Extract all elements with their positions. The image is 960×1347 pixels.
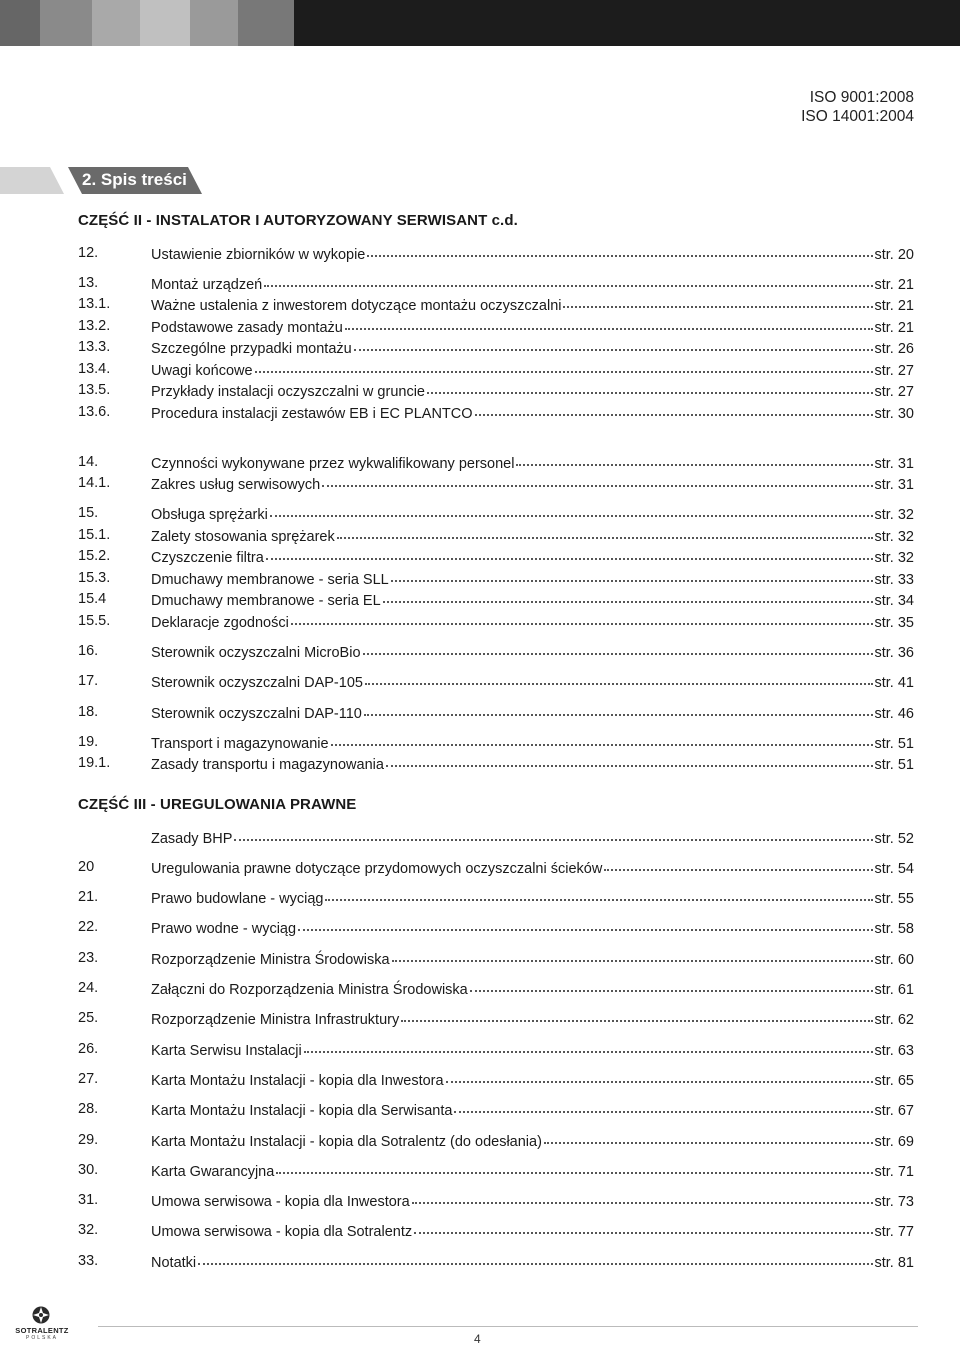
- toc-number: 15.4: [78, 591, 107, 607]
- toc-row: [78, 732, 914, 752]
- header-color-block: [190, 0, 238, 46]
- toc-title: Ważne ustalenia z inwestorem dotyczące montażu oczyszczalni: [151, 298, 562, 314]
- toc-page-ref: str. 21: [874, 320, 914, 336]
- toc-number: 13.: [78, 275, 99, 291]
- toc-number: 15.5.: [78, 613, 111, 629]
- toc-title: Procedura instalacji zestawów EB i EC PLANTCO: [151, 406, 473, 422]
- toc-number: 18.: [78, 704, 99, 720]
- header-color-block: [294, 0, 960, 46]
- toc-leader-dots: [354, 335, 873, 351]
- toc-page-ref: str. 20: [874, 247, 914, 263]
- toc-page-ref: str. 51: [874, 736, 914, 752]
- toc-leader-dots: [363, 639, 873, 655]
- toc-row: [78, 589, 914, 609]
- toc-leader-dots: [365, 669, 873, 685]
- toc-number: 33.: [78, 1253, 99, 1269]
- toc-leader-dots: [276, 1158, 872, 1174]
- toc-row: [78, 503, 914, 523]
- toc-title: Dmuchawy membranowe - seria SLL: [151, 572, 389, 588]
- toc-page-ref: str. 46: [874, 706, 914, 722]
- toc-page-ref: str. 36: [874, 645, 914, 661]
- toc-title: Umowa serwisowa - kopia dla Sotralentz: [151, 1224, 413, 1240]
- toc-number: 32.: [78, 1222, 99, 1238]
- toc-row: [78, 316, 914, 336]
- toc-page-ref: str. 21: [874, 298, 914, 314]
- toc-row: [78, 337, 914, 357]
- toc-entry: [151, 641, 914, 663]
- iso-14001-label: ISO 14001:2004: [801, 108, 914, 125]
- toc-page-ref: str. 32: [874, 550, 914, 566]
- toc-leader-dots: [331, 730, 873, 746]
- toc-number: 26.: [78, 1041, 99, 1057]
- toc-page-ref: str. 77: [874, 1224, 914, 1240]
- toc-title: Notatki: [151, 1255, 197, 1271]
- sotralentz-logo-icon: [32, 1306, 50, 1324]
- toc-row: [78, 380, 914, 400]
- toc-number: 13.3.: [78, 339, 111, 355]
- toc-entry: [151, 503, 914, 525]
- toc-number: 25.: [78, 1010, 99, 1026]
- toc-row: [78, 1039, 914, 1059]
- toc-entry: [151, 702, 914, 724]
- toc-leader-dots: [337, 523, 873, 539]
- toc-number: 14.: [78, 454, 99, 470]
- toc-title: Obsługa sprężarki: [151, 507, 268, 523]
- toc-number: 13.5.: [78, 382, 111, 398]
- toc-entry: [151, 1190, 914, 1212]
- toc-number: 28.: [78, 1101, 99, 1117]
- toc-leader-dots: [544, 1128, 873, 1144]
- toc-page-ref: str. 32: [874, 507, 914, 523]
- toc-leader-dots: [270, 501, 873, 517]
- toc-number: 13.4.: [78, 361, 111, 377]
- toc-number: 14.1.: [78, 475, 111, 491]
- toc-number: 16.: [78, 643, 99, 659]
- header-color-block: [238, 0, 294, 46]
- toc-number: 13.2.: [78, 318, 111, 334]
- toc-entry: [151, 1099, 914, 1121]
- toc-entry: [151, 1160, 914, 1182]
- toc-number: 29.: [78, 1132, 99, 1148]
- toc-entry: [151, 589, 914, 611]
- toc-row: [78, 1160, 914, 1180]
- toc-page-ref: str. 26: [874, 341, 914, 357]
- toc-page-ref: str. 21: [874, 277, 914, 293]
- toc-title: Dmuchawy membranowe - seria EL: [151, 593, 381, 609]
- header-color-bar: [0, 0, 960, 46]
- toc-row: [78, 641, 914, 661]
- toc-title: Rozporządzenie Ministra Środowiska: [151, 952, 390, 968]
- toc-entry: [151, 1220, 914, 1242]
- toc-row: [78, 294, 914, 314]
- toc-row: [78, 978, 914, 998]
- toc-number: 15.2.: [78, 548, 111, 564]
- toc-page-ref: str. 58: [874, 921, 914, 937]
- toc-row: [78, 1130, 914, 1150]
- toc-title: Uregulowania prawne dotyczące przydomowych oczyszczalni ścieków: [151, 861, 603, 877]
- toc-leader-dots: [298, 915, 872, 931]
- toc-title: Rozporządzenie Ministra Infrastruktury: [151, 1012, 400, 1028]
- toc-title: Montaż urządzeń: [151, 277, 263, 293]
- toc-entry: [151, 887, 914, 909]
- toc-page-ref: str. 52: [874, 831, 914, 847]
- toc-number: 20: [78, 859, 95, 875]
- toc-page-ref: str. 73: [874, 1194, 914, 1210]
- toc-page-ref: str. 35: [874, 615, 914, 631]
- toc-page-ref: str. 55: [874, 891, 914, 907]
- toc-leader-dots: [401, 1006, 872, 1022]
- toc-row: [78, 243, 914, 263]
- toc-title: Załączni do Rozporządzenia Ministra Środowiska: [151, 982, 468, 998]
- toc-leader-dots: [392, 946, 873, 962]
- toc-title: Karta Montażu Instalacji - kopia dla Serwisanta: [151, 1103, 453, 1119]
- toc-row: [78, 452, 914, 472]
- toc-title: Umowa serwisowa - kopia dla Inwestora: [151, 1194, 410, 1210]
- sotralentz-logo: [12, 1306, 72, 1344]
- toc-page-ref: str. 65: [874, 1073, 914, 1089]
- toc-page-ref: str. 62: [874, 1012, 914, 1028]
- toc-leader-dots: [427, 378, 873, 394]
- toc-number: 19.: [78, 734, 99, 750]
- toc-leader-dots: [255, 357, 873, 373]
- toc-row: [78, 525, 914, 545]
- toc-page-ref: str. 33: [874, 572, 914, 588]
- toc-title: Karta Montażu Instalacji - kopia dla Inwestora: [151, 1073, 444, 1089]
- toc-number: 13.1.: [78, 296, 111, 312]
- toc-entry: [151, 611, 914, 633]
- toc-row: [78, 1220, 914, 1240]
- toc-entry: [151, 243, 914, 265]
- toc-number: 17.: [78, 673, 99, 689]
- toc-title: Czyszczenie filtra: [151, 550, 264, 566]
- toc-number: 15.: [78, 505, 99, 521]
- toc-title: Podstawowe zasady montażu: [151, 320, 343, 336]
- toc-page-ref: str. 67: [874, 1103, 914, 1119]
- toc-number: 12.: [78, 245, 99, 261]
- toc-page-ref: str. 34: [874, 593, 914, 609]
- section-title: 2. Spis treści: [82, 170, 187, 189]
- toc-number: 23.: [78, 950, 99, 966]
- toc-row: [78, 1251, 914, 1271]
- toc-number: 19.1.: [78, 755, 111, 771]
- toc-row: [78, 827, 914, 847]
- toc-title: Sterownik oczyszczalni MicroBio: [151, 645, 361, 661]
- toc-leader-dots: [322, 471, 872, 487]
- toc-title: Zalety stosowania sprężarek: [151, 529, 335, 545]
- toc-row: [78, 702, 914, 722]
- page-footer: [0, 1306, 960, 1347]
- toc-entry: [151, 917, 914, 939]
- toc-row: [78, 948, 914, 968]
- toc-title: Szczególne przypadki montażu: [151, 341, 352, 357]
- toc-title: Ustawienie zbiorników w wykopie: [151, 247, 366, 263]
- toc-leader-dots: [446, 1067, 873, 1083]
- toc-entry: [151, 1130, 914, 1152]
- toc-entry: [151, 473, 914, 495]
- section-tab: [0, 167, 240, 194]
- toc-row: [78, 753, 914, 773]
- header-color-block: [0, 0, 40, 46]
- toc-title: Sterownik oczyszczalni DAP-110: [151, 706, 362, 722]
- logo-wordmark: SOTRALENTZ: [15, 1326, 69, 1335]
- toc-page-ref: str. 69: [874, 1134, 914, 1150]
- header-color-block: [140, 0, 190, 46]
- toc-row: [78, 1190, 914, 1210]
- toc-number: 27.: [78, 1071, 99, 1087]
- toc-entry: [151, 978, 914, 1000]
- toc-row: [78, 1069, 914, 1089]
- toc-leader-dots: [198, 1249, 872, 1265]
- toc-row: [78, 1099, 914, 1119]
- toc-title: Transport i magazynowanie: [151, 736, 329, 752]
- toc-page-ref: str. 32: [874, 529, 914, 545]
- page-number: 4: [474, 1332, 481, 1346]
- toc-leader-dots: [264, 271, 872, 287]
- toc-page-ref: str. 81: [874, 1255, 914, 1271]
- toc-row: [78, 917, 914, 937]
- toc-entry: [151, 1008, 914, 1030]
- toc-title: Zasady transportu i magazynowania: [151, 757, 384, 773]
- toc-title: Deklaracje zgodności: [151, 615, 289, 631]
- toc-leader-dots: [391, 566, 873, 582]
- toc-leader-dots: [383, 587, 873, 603]
- toc-row: [78, 546, 914, 566]
- toc-leader-dots: [414, 1218, 872, 1234]
- toc-page-ref: str. 27: [874, 363, 914, 379]
- toc-page-ref: str. 51: [874, 757, 914, 773]
- toc-leader-dots: [470, 976, 873, 992]
- iso-9001-label: ISO 9001:2008: [809, 89, 914, 106]
- toc-title: Karta Serwisu Instalacji: [151, 1043, 302, 1059]
- toc-entry: [151, 337, 914, 359]
- toc-row: [78, 402, 914, 422]
- toc-page-ref: str. 31: [874, 477, 914, 493]
- iso-certifications: [801, 88, 914, 126]
- toc-row: [78, 273, 914, 293]
- toc-number: 15.3.: [78, 570, 111, 586]
- toc-page-ref: str. 27: [874, 384, 914, 400]
- toc-number: 15.1.: [78, 527, 111, 543]
- toc-leader-dots: [516, 450, 872, 466]
- toc-leader-dots: [234, 825, 872, 841]
- header-color-block: [92, 0, 140, 46]
- toc-leader-dots: [304, 1037, 873, 1053]
- toc-entry: [151, 753, 914, 775]
- section-tab-grey-shape: [0, 167, 64, 194]
- toc-leader-dots: [367, 241, 872, 257]
- toc-number: 24.: [78, 980, 99, 996]
- toc-title: Prawo budowlane - wyciąg: [151, 891, 324, 907]
- toc-page-ref: str. 30: [874, 406, 914, 422]
- toc-number: 21.: [78, 889, 99, 905]
- toc-row: [78, 473, 914, 493]
- toc-entry: [151, 857, 914, 879]
- toc-entry: [151, 294, 914, 316]
- toc-leader-dots: [563, 292, 872, 308]
- toc-title: Uwagi końcowe: [151, 363, 253, 379]
- toc-title: Czynności wykonywane przez wykwalifikowany personel: [151, 456, 515, 472]
- toc-page-ref: str. 41: [874, 675, 914, 691]
- toc-entry: [151, 1069, 914, 1091]
- toc-row: [78, 568, 914, 588]
- toc-entry: [151, 1251, 914, 1273]
- toc-leader-dots: [386, 751, 873, 767]
- toc-entry: [151, 380, 914, 402]
- toc-page-ref: str. 60: [874, 952, 914, 968]
- toc-row: [78, 887, 914, 907]
- toc-page-ref: str. 63: [874, 1043, 914, 1059]
- toc-number: 30.: [78, 1162, 99, 1178]
- toc-leader-dots: [412, 1188, 873, 1204]
- toc-number: 22.: [78, 919, 99, 935]
- toc-leader-dots: [604, 855, 872, 871]
- toc-entry: [151, 827, 914, 849]
- toc-row: [78, 671, 914, 691]
- toc-title: Karta Gwarancyjna: [151, 1164, 275, 1180]
- toc-page-ref: str. 71: [874, 1164, 914, 1180]
- toc-leader-dots: [345, 314, 873, 330]
- toc-number: 31.: [78, 1192, 99, 1208]
- toc-row: [78, 359, 914, 379]
- toc-entry: [151, 671, 914, 693]
- toc-entry: [151, 948, 914, 970]
- toc-title: Przykłady instalacji oczyszczalni w gruncie: [151, 384, 425, 400]
- toc-page-ref: str. 31: [874, 456, 914, 472]
- toc-entry: [151, 402, 914, 424]
- toc-title: Zasady BHP: [151, 831, 233, 847]
- part2-heading: CZĘŚĆ II - INSTALATOR I AUTORYZOWANY SERWISANT c.d.: [78, 212, 518, 229]
- logo-subtext: POLSKA: [25, 1335, 58, 1341]
- toc-title: Sterownik oczyszczalni DAP-105: [151, 675, 363, 691]
- toc-entry: [151, 546, 914, 568]
- toc-leader-dots: [475, 400, 873, 416]
- footer-divider: [98, 1326, 918, 1327]
- header-color-block: [40, 0, 92, 46]
- toc-title: Prawo wodne - wyciąg: [151, 921, 297, 937]
- toc-entry: [151, 1039, 914, 1061]
- toc-leader-dots: [291, 609, 873, 625]
- toc-row: [78, 611, 914, 631]
- toc-title: Karta Montażu Instalacji - kopia dla Sotralentz (do odesłania): [151, 1134, 542, 1150]
- toc-title: Zakres usług serwisowych: [151, 477, 321, 493]
- toc-leader-dots: [266, 544, 873, 560]
- part3-heading: CZĘŚĆ III - UREGULOWANIA PRAWNE: [78, 796, 357, 813]
- toc-leader-dots: [325, 885, 872, 901]
- toc-row: [78, 1008, 914, 1028]
- toc-page-ref: str. 61: [874, 982, 914, 998]
- toc-leader-dots: [364, 700, 873, 716]
- toc-leader-dots: [454, 1097, 872, 1113]
- toc-page-ref: str. 54: [874, 861, 914, 877]
- toc-number: 13.6.: [78, 404, 111, 420]
- toc-row: [78, 857, 914, 877]
